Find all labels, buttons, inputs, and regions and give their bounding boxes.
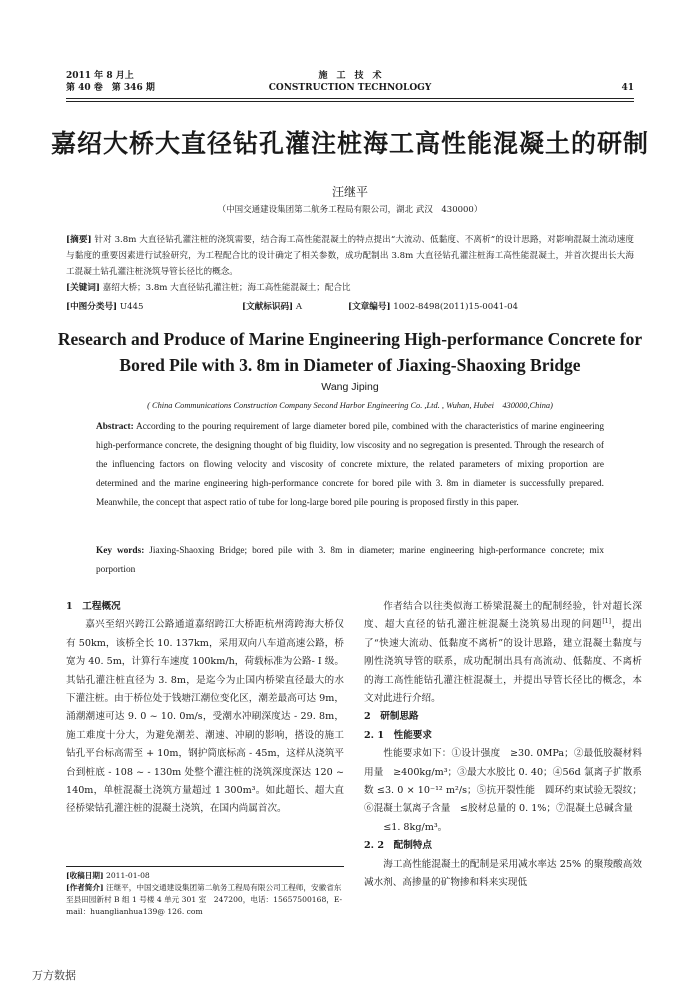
watermark-text: 万方数据 <box>32 969 76 982</box>
received-label: [收稿日期] <box>66 871 104 880</box>
keywords-en <box>96 542 604 580</box>
received-value: 2011-01-08 <box>105 871 150 880</box>
received-date <box>66 870 344 882</box>
requirements-text: 性能要求如下：①设计强度 ≥30. 0MPa；②最低胶凝材料用量 ≥400kg/m³；③最大水胶比 0. 40；④56d 氯离子扩散系数 ≤3. 0 × 10⁻¹² m²/s；⑤抗开裂性能 圆环约束试验无裂纹；⑥混凝土氯离子含量 ≤胶材总量的 0. 1%；⑦混凝土总碱含量 <box>364 748 642 815</box>
issue-date: 2011 年 8 月上 <box>66 71 134 81</box>
section-1-heading: 1 工程概况 <box>66 601 121 612</box>
clc-value: U445 <box>119 302 144 312</box>
keywords-cn-text: 嘉绍大桥；3.8m 大直径钻孔灌注桩；海工高性能混凝土；配合比 <box>102 283 351 293</box>
clc-label: [中图分类号] <box>66 302 118 312</box>
footnote <box>66 870 344 918</box>
para2-part-b: ，提出了“快速大流动、低黏度不离析”的设计思路，建立混凝土黏度与刚性浇筑导管的联系，成功配制出具有高流动、低黏度、不离析的海工高性能钻孔灌注桩混凝土，并提出导管长径比的概念，本文对此进行介绍。 <box>364 619 643 705</box>
right-column <box>364 598 642 893</box>
author-en: Wang Jiping <box>321 381 379 393</box>
footnote-rule <box>66 866 344 867</box>
abstract-cn-label: [摘要] <box>66 235 92 245</box>
requirements-last: ≤1. 8kg/m³。 <box>383 821 448 833</box>
abstract-en-text: According to the pouring requirement of large diameter bored pile, combined with the characteristics of marine engineering high-performance concrete, the designing thought of big fluidity, low viscosity and no segregation is presented. Through the research of the influencing factors on flowing velocity and viscosity of concrete mixture, the related parameters of mixing proportion are determined and the marine engineering high-performance concrete for bored pile with 3. 8m in diameter is successfully prepared. Meanwhile, the concept that aspect ratio of tube for long-large bored pile pouring is proposed firstly in this paper. <box>96 422 604 508</box>
doc-code-value: A <box>295 302 303 312</box>
keywords-cn-label: [关键词] <box>66 283 100 293</box>
abstract-en <box>96 418 604 513</box>
affiliation-cn: （中国交通建设集团第二航务工程局有限公司，湖北 武汉 430000） <box>217 205 483 215</box>
journal-name <box>66 70 634 94</box>
section-2-heading: 2 研制思路 <box>364 711 419 723</box>
para2-part-a: 作者结合以往类似海工桥梁混凝土的配制经验，针对超长深度、超大直径的钻孔灌注桩混凝土浇筑易出现的问题 <box>364 601 642 631</box>
doc-code <box>242 300 302 312</box>
subsection-2-2-heading: 2. 2 配制特点 <box>364 840 432 852</box>
abstract-cn-text: 针对 3.8m 大直径钻孔灌注桩的浇筑需要，结合海工高性能混凝土的特点提出“大流动、低黏度、不离析”的设计思路，对影响混凝土流动速度与黏度的重要因素进行试验研究，为工程配合比的设计确定了相关参数，成功配制出 3.8m 大直径钻孔灌注桩海工高性能混凝土，并首次提出长大海工混凝土钻孔灌注桩浇筑导管长径比的概念。 <box>66 235 635 277</box>
keywords-en-label: Key words: <box>96 546 145 556</box>
clc-code <box>66 300 144 312</box>
journal-name-en: CONSTRUCTION TECHNOLOGY <box>268 83 432 93</box>
section-1-paragraph-2 <box>364 598 642 708</box>
affiliation-en: ( China Communications Construction Company Second Harbor Engineering Co. ,Ltd. , Wuhan, Hubei 430000,China) <box>147 401 553 410</box>
abstract-cn <box>66 232 634 296</box>
header-rule <box>66 98 634 99</box>
abstract-cn-body <box>66 232 634 280</box>
header-rule-thin <box>66 101 634 102</box>
author-bio-text: 汪继平，中国交通建设集团第二航务工程局有限公司工程师，安徽省东至县田园新村 B 组 1 号楼 4 单元 301 室 247200，电话：15657500168，E-mail：huanglianhua139@ 126. com <box>66 883 343 916</box>
issue-volume: 第 40 卷 第 346 期 <box>66 83 155 93</box>
article-id-label: [文章编号] <box>348 302 391 312</box>
title-cn: 嘉绍大桥大直径钻孔灌注桩海工高性能混凝土的研制 <box>50 129 649 158</box>
section-1-paragraph: 嘉兴至绍兴跨江公路通道嘉绍跨江大桥距杭州湾跨海大桥仅有 50km，该桥全长 10. 137km，采用双向八车道高速公路，桥宽为 40. 5m，计算行车速度 100km/h，荷载标准为公路- Ⅰ 级。其钻孔灌注桩直径为 3. 8m，是迄今为止国内桥梁直径最大的水下灌注桩。由于桥位处于钱塘江潮位变化区，潮差最高可达 9m，涌潮潮速可达 9. 0 ~ 10. 0m/s，受潮水冲刷深度达 - 29. 8m，施工难度十分大，为避免潮差、潮速、冲刷的影响，搭设的施工钻孔平台标高需至 + 10m，钢护筒底标高 - 45m，这样从浇筑平台到桩底 - 108 ~ - 130m 处整个灌注桩的浇筑深度深达 120 ~ 140m，单桩混凝土浇筑方量超过 1 300m³。如此超长、超大直径桥梁钻孔灌注桩的混凝土浇筑，在国内尚属首次。 <box>66 619 344 815</box>
article-id-value: 1002-8498(2011)15-0041-04 <box>393 302 519 312</box>
abstract-en-label: Abstract: <box>96 422 134 432</box>
citation-ref: [1] <box>602 618 611 626</box>
author-bio <box>66 882 344 918</box>
author-cn: 汪继平 <box>331 185 368 199</box>
doc-code-label: [文献标识码] <box>242 302 294 312</box>
running-header <box>66 70 634 98</box>
features-text: 海工高性能混凝土的配制是采用减水率达 25% 的聚羧酸高效减水剂、高掺量的矿物掺和料来实现低 <box>364 858 642 889</box>
title-en: Research and Produce of Marine Engineering High-performance Concrete for Bored Pile with 3. 8m in Diameter of Jiaxing-Shaoxing Bridge <box>57 329 643 375</box>
subsection-2-1-heading: 2. 1 性能要求 <box>364 729 432 741</box>
author-bio-label: [作者简介] <box>66 883 104 892</box>
page-number: 41 <box>621 83 634 93</box>
article-id <box>348 300 518 312</box>
keywords-cn <box>66 280 634 296</box>
keywords-en-text: Jiaxing-Shaoxing Bridge; bored pile with 3. 8m in diameter; marine engineering high-performance concrete; mix porportion <box>96 546 604 575</box>
left-column <box>66 598 344 819</box>
journal-name-cn: 施 工 技 术 <box>318 71 382 81</box>
